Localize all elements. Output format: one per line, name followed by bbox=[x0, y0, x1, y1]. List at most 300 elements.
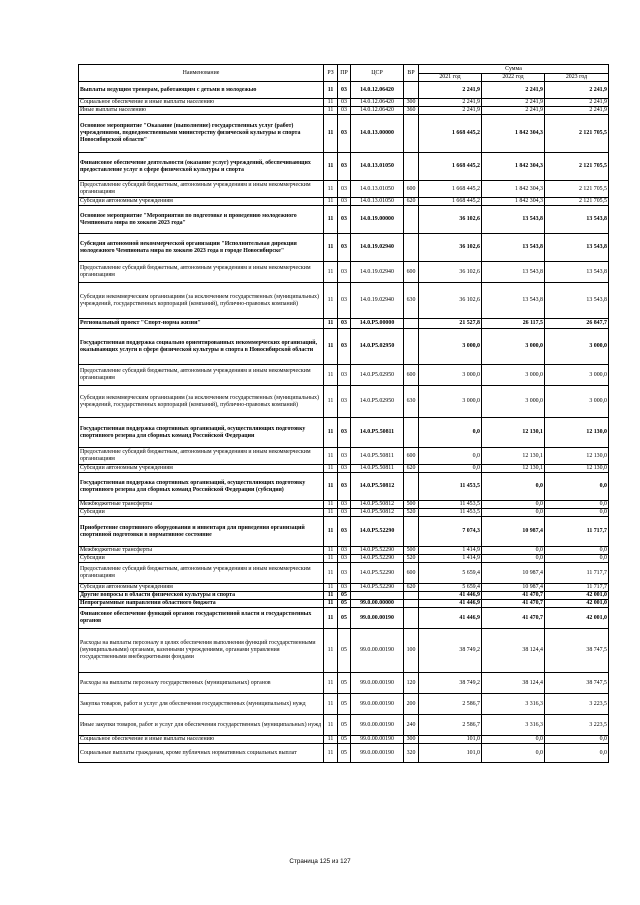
cell-csr: 14.0.P5.52290 bbox=[351, 563, 404, 584]
cell-vr: 240 bbox=[404, 715, 419, 736]
table-row bbox=[79, 386, 609, 418]
table-row bbox=[79, 547, 609, 555]
cell-name: Предоставление субсидий бюджетным, автономным учреждениям и иным некоммерческим организациям bbox=[79, 181, 324, 198]
cell-rz: 11 bbox=[324, 473, 338, 501]
cell-pr: 03 bbox=[338, 501, 351, 509]
cell-2022: 10 987,4 bbox=[482, 563, 545, 584]
cell-2022: 0,0 bbox=[482, 744, 545, 763]
cell-pr: 03 bbox=[338, 234, 351, 262]
cell-vr: 520 bbox=[404, 509, 419, 517]
cell-rz: 11 bbox=[324, 82, 338, 99]
cell-csr: 99.0.00.00190 bbox=[351, 715, 404, 736]
cell-csr: 14.0.P5.50811 bbox=[351, 418, 404, 448]
cell-2023: 2 121 705,5 bbox=[545, 115, 609, 153]
cell-2023: 2 241,9 bbox=[545, 107, 609, 115]
cell-2023: 2 241,9 bbox=[545, 82, 609, 99]
cell-2022: 13 543,8 bbox=[482, 283, 545, 319]
cell-vr bbox=[404, 319, 419, 329]
cell-2023: 11 717,7 bbox=[545, 584, 609, 592]
cell-name: Предоставление субсидий бюджетным, автономным учреждениям и иным некоммерческим организациям bbox=[79, 448, 324, 465]
cell-pr: 03 bbox=[338, 418, 351, 448]
cell-csr: 14.0.P5.52290 bbox=[351, 547, 404, 555]
cell-2022: 1 842 304,3 bbox=[482, 181, 545, 198]
cell-2023: 3 000,0 bbox=[545, 386, 609, 418]
cell-2021: 41 446,9 bbox=[419, 592, 482, 600]
cell-csr: 99.0.00.00000 bbox=[351, 600, 404, 608]
cell-rz: 11 bbox=[324, 608, 338, 629]
cell-2022: 0,0 bbox=[482, 473, 545, 501]
cell-csr: 14.0.P5.00000 bbox=[351, 319, 404, 329]
cell-csr: 14.0.P5.52290 bbox=[351, 555, 404, 563]
cell-name: Расходы на выплаты персоналу государственных (муниципальных) органов bbox=[79, 673, 324, 694]
cell-2023: 3 000,0 bbox=[545, 365, 609, 386]
cell-2023: 0,0 bbox=[545, 473, 609, 501]
cell-rz: 11 bbox=[324, 107, 338, 115]
cell-2023: 0,0 bbox=[545, 509, 609, 517]
cell-csr: 14.0.13.00000 bbox=[351, 115, 404, 153]
cell-csr: 14.0.P5.50811 bbox=[351, 448, 404, 465]
cell-rz: 11 bbox=[324, 563, 338, 584]
cell-2022: 13 543,8 bbox=[482, 234, 545, 262]
cell-pr: 03 bbox=[338, 547, 351, 555]
table-row bbox=[79, 600, 609, 608]
table-row bbox=[79, 107, 609, 115]
cell-2022: 41 470,7 bbox=[482, 600, 545, 608]
cell-csr: 14.0.P5.50812 bbox=[351, 473, 404, 501]
table-row bbox=[79, 744, 609, 763]
cell-2023: 11 717,7 bbox=[545, 563, 609, 584]
cell-pr: 05 bbox=[338, 600, 351, 608]
cell-csr: 14.0.19.02940 bbox=[351, 234, 404, 262]
cell-csr: 99.0.00.00190 bbox=[351, 673, 404, 694]
cell-2021: 41 446,9 bbox=[419, 600, 482, 608]
cell-vr: 600 bbox=[404, 365, 419, 386]
cell-pr: 03 bbox=[338, 153, 351, 181]
table-row bbox=[79, 115, 609, 153]
cell-vr bbox=[404, 206, 419, 234]
table-row bbox=[79, 563, 609, 584]
table-row bbox=[79, 206, 609, 234]
cell-name: Социальное обеспечение и иные выплаты населению bbox=[79, 736, 324, 744]
header-vr: ВР bbox=[404, 65, 419, 82]
cell-2022: 38 124,4 bbox=[482, 673, 545, 694]
cell-2022: 13 543,8 bbox=[482, 206, 545, 234]
cell-vr: 600 bbox=[404, 563, 419, 584]
cell-2022: 0,0 bbox=[482, 547, 545, 555]
table-row bbox=[79, 198, 609, 206]
cell-csr: 14.0.P5.50811 bbox=[351, 465, 404, 473]
cell-2021: 5 659,4 bbox=[419, 584, 482, 592]
cell-vr bbox=[404, 115, 419, 153]
cell-2022: 1 842 304,3 bbox=[482, 153, 545, 181]
cell-2021: 0,0 bbox=[419, 448, 482, 465]
cell-2022: 3 000,0 bbox=[482, 365, 545, 386]
cell-name: Межбюджетные трансферты bbox=[79, 547, 324, 555]
cell-2021: 36 102,6 bbox=[419, 262, 482, 283]
cell-vr bbox=[404, 608, 419, 629]
cell-name: Субсидии автономным учреждениям bbox=[79, 198, 324, 206]
budget-table-page bbox=[78, 64, 608, 763]
cell-2023: 38 747,5 bbox=[545, 629, 609, 673]
header-sum: Сумма bbox=[419, 65, 609, 74]
cell-vr bbox=[404, 592, 419, 600]
table-row bbox=[79, 608, 609, 629]
table-row bbox=[79, 234, 609, 262]
cell-vr: 200 bbox=[404, 694, 419, 715]
header-rz: РЗ bbox=[324, 65, 338, 82]
table-row bbox=[79, 473, 609, 501]
cell-2022: 10 987,4 bbox=[482, 584, 545, 592]
cell-csr: 14.0.12.06420 bbox=[351, 99, 404, 107]
cell-pr: 05 bbox=[338, 744, 351, 763]
cell-vr bbox=[404, 600, 419, 608]
cell-csr: 14.0.19.02940 bbox=[351, 262, 404, 283]
cell-name: Государственная поддержка социально ориентированных некоммерческих организаций, оказывающих услуги в сфере физической культуры и спорта в Новосибирской области bbox=[79, 329, 324, 365]
cell-name: Государственная поддержка спортивных организаций, осуществляющих подготовку спортивного резерва для сборных команд Российской Федерации (субсидия) bbox=[79, 473, 324, 501]
cell-name: Социальное обеспечение и иные выплаты населению bbox=[79, 99, 324, 107]
cell-pr: 03 bbox=[338, 206, 351, 234]
cell-2021: 1 414,9 bbox=[419, 555, 482, 563]
cell-name: Субсидии bbox=[79, 509, 324, 517]
table-row bbox=[79, 283, 609, 319]
cell-2022: 38 124,4 bbox=[482, 629, 545, 673]
cell-csr: 14.0.P5.52290 bbox=[351, 584, 404, 592]
table-row bbox=[79, 584, 609, 592]
cell-2022: 2 241,9 bbox=[482, 107, 545, 115]
cell-2023: 12 130,0 bbox=[545, 465, 609, 473]
cell-pr: 03 bbox=[338, 555, 351, 563]
cell-2021: 2 241,9 bbox=[419, 107, 482, 115]
cell-name: Предоставление субсидий бюджетным, автономным учреждениям и иным некоммерческим организациям bbox=[79, 262, 324, 283]
table-row bbox=[79, 448, 609, 465]
cell-pr: 03 bbox=[338, 584, 351, 592]
cell-2023: 42 001,0 bbox=[545, 608, 609, 629]
cell-rz: 11 bbox=[324, 262, 338, 283]
cell-vr: 300 bbox=[404, 99, 419, 107]
cell-2021: 2 241,9 bbox=[419, 82, 482, 99]
cell-rz: 11 bbox=[324, 386, 338, 418]
table-row bbox=[79, 694, 609, 715]
cell-csr: 14.0.13.01050 bbox=[351, 181, 404, 198]
table-row bbox=[79, 365, 609, 386]
cell-2021: 3 000,0 bbox=[419, 365, 482, 386]
cell-pr: 03 bbox=[338, 262, 351, 283]
cell-vr: 630 bbox=[404, 283, 419, 319]
cell-2022: 2 241,9 bbox=[482, 82, 545, 99]
cell-rz: 11 bbox=[324, 365, 338, 386]
cell-2021: 36 102,6 bbox=[419, 206, 482, 234]
cell-name: Другие вопросы в области физической культуры и спорта bbox=[79, 592, 324, 600]
cell-2021: 1 668 445,2 bbox=[419, 198, 482, 206]
page-number: Страница 125 из 127 bbox=[289, 858, 351, 865]
cell-csr: 14.0.13.01050 bbox=[351, 198, 404, 206]
cell-2021: 38 749,2 bbox=[419, 673, 482, 694]
cell-pr: 05 bbox=[338, 608, 351, 629]
cell-name: Финансовое обеспечение функций органов государственной власти и государственных органов bbox=[79, 608, 324, 629]
cell-pr: 03 bbox=[338, 198, 351, 206]
cell-vr: 620 bbox=[404, 465, 419, 473]
cell-pr: 03 bbox=[338, 107, 351, 115]
table-row bbox=[79, 99, 609, 107]
cell-2021: 3 000,0 bbox=[419, 329, 482, 365]
cell-2021: 7 074,3 bbox=[419, 517, 482, 547]
cell-rz: 11 bbox=[324, 600, 338, 608]
header-year-2022: 2022 год bbox=[482, 74, 545, 82]
cell-vr: 500 bbox=[404, 501, 419, 509]
cell-rz: 11 bbox=[324, 501, 338, 509]
table-row bbox=[79, 82, 609, 99]
cell-vr bbox=[404, 234, 419, 262]
cell-2022: 2 241,9 bbox=[482, 99, 545, 107]
cell-vr: 620 bbox=[404, 584, 419, 592]
cell-rz: 11 bbox=[324, 418, 338, 448]
cell-2022: 26 117,5 bbox=[482, 319, 545, 329]
cell-csr: 14.0.P5.02950 bbox=[351, 386, 404, 418]
cell-2022: 12 130,1 bbox=[482, 465, 545, 473]
cell-vr: 500 bbox=[404, 547, 419, 555]
cell-rz: 11 bbox=[324, 319, 338, 329]
cell-pr: 03 bbox=[338, 181, 351, 198]
cell-pr: 03 bbox=[338, 563, 351, 584]
cell-pr: 05 bbox=[338, 592, 351, 600]
cell-2023: 0,0 bbox=[545, 501, 609, 509]
table-row bbox=[79, 329, 609, 365]
cell-csr: 99.0.00.00190 bbox=[351, 629, 404, 673]
cell-2021: 0,0 bbox=[419, 465, 482, 473]
cell-pr: 03 bbox=[338, 115, 351, 153]
cell-csr: 14.0.13.01050 bbox=[351, 153, 404, 181]
cell-vr: 600 bbox=[404, 448, 419, 465]
cell-2021: 21 527,8 bbox=[419, 319, 482, 329]
cell-name: Субсидии bbox=[79, 555, 324, 563]
cell-rz: 11 bbox=[324, 283, 338, 319]
cell-pr: 03 bbox=[338, 517, 351, 547]
cell-name: Социальные выплаты гражданам, кроме публичных нормативных социальных выплат bbox=[79, 744, 324, 763]
cell-2023: 2 121 705,5 bbox=[545, 198, 609, 206]
cell-2021: 11 453,5 bbox=[419, 509, 482, 517]
cell-vr bbox=[404, 82, 419, 99]
cell-name: Выплаты ведущим тренерам, работающим с детьми в молодежью bbox=[79, 82, 324, 99]
cell-name: Основное мероприятие "Мероприятия по подготовке и проведению молодежного Чемпионата мира по хоккею 2023 года" bbox=[79, 206, 324, 234]
cell-name: Приобретение спортивного оборудования и инвентаря для приведения организаций спортивной подготовки в нормативное состояние bbox=[79, 517, 324, 547]
cell-rz: 11 bbox=[324, 547, 338, 555]
table-row bbox=[79, 673, 609, 694]
cell-csr: 14.0.P5.02950 bbox=[351, 365, 404, 386]
cell-pr: 05 bbox=[338, 629, 351, 673]
cell-2022: 3 000,0 bbox=[482, 386, 545, 418]
cell-2021: 101,0 bbox=[419, 736, 482, 744]
cell-2021: 11 453,5 bbox=[419, 501, 482, 509]
table-row bbox=[79, 592, 609, 600]
cell-rz: 11 bbox=[324, 744, 338, 763]
cell-2023: 3 223,5 bbox=[545, 694, 609, 715]
cell-2023: 0,0 bbox=[545, 547, 609, 555]
cell-vr: 360 bbox=[404, 107, 419, 115]
table-row bbox=[79, 181, 609, 198]
cell-pr: 05 bbox=[338, 694, 351, 715]
cell-2021: 2 241,9 bbox=[419, 99, 482, 107]
cell-2023: 12 130,0 bbox=[545, 448, 609, 465]
cell-2023: 3 000,0 bbox=[545, 329, 609, 365]
cell-rz: 11 bbox=[324, 234, 338, 262]
cell-2021: 1 668 445,2 bbox=[419, 181, 482, 198]
cell-name: Иные выплаты населению bbox=[79, 107, 324, 115]
cell-csr: 99.0.00.00190 bbox=[351, 736, 404, 744]
table-row bbox=[79, 509, 609, 517]
cell-2023: 38 747,5 bbox=[545, 673, 609, 694]
cell-name: Иные закупки товаров, работ и услуг для обеспечения государственных (муниципальных) нужд bbox=[79, 715, 324, 736]
cell-2022: 1 842 304,3 bbox=[482, 198, 545, 206]
cell-2022: 41 470,7 bbox=[482, 608, 545, 629]
cell-name: Межбюджетные трансферты bbox=[79, 501, 324, 509]
cell-rz: 11 bbox=[324, 715, 338, 736]
cell-2023: 0,0 bbox=[545, 555, 609, 563]
cell-2021: 11 453,5 bbox=[419, 473, 482, 501]
cell-2023: 2 241,9 bbox=[545, 99, 609, 107]
cell-2021: 1 414,9 bbox=[419, 547, 482, 555]
cell-csr: 99.0.00.00190 bbox=[351, 694, 404, 715]
cell-name: Субсидии некоммерческим организациям (за исключением государственных (муниципальных) учреждений, государственных корпораций (компаний), публично-правовых компаний) bbox=[79, 386, 324, 418]
cell-rz: 11 bbox=[324, 555, 338, 563]
cell-name: Субсидии автономным учреждениям bbox=[79, 584, 324, 592]
table-row bbox=[79, 262, 609, 283]
cell-2021: 36 102,6 bbox=[419, 234, 482, 262]
cell-pr: 03 bbox=[338, 509, 351, 517]
cell-2022: 3 316,3 bbox=[482, 715, 545, 736]
cell-rz: 11 bbox=[324, 181, 338, 198]
cell-2021: 1 668 445,2 bbox=[419, 115, 482, 153]
cell-rz: 11 bbox=[324, 629, 338, 673]
cell-vr bbox=[404, 517, 419, 547]
cell-name: Финансовое обеспечение деятельности (оказание услуг) учреждений, обеспечивающих предоставление услуг в сфере физической культуры и спорта bbox=[79, 153, 324, 181]
cell-2023: 13 543,8 bbox=[545, 206, 609, 234]
cell-2021: 36 102,6 bbox=[419, 283, 482, 319]
header-pr: ПР bbox=[338, 65, 351, 82]
cell-vr: 600 bbox=[404, 181, 419, 198]
cell-2022: 10 987,4 bbox=[482, 517, 545, 547]
cell-csr: 14.0.P5.52290 bbox=[351, 517, 404, 547]
cell-csr: 99.0.00.00190 bbox=[351, 608, 404, 629]
cell-2021: 2 586,7 bbox=[419, 715, 482, 736]
cell-csr: 14.0.P5.50812 bbox=[351, 509, 404, 517]
cell-pr: 05 bbox=[338, 736, 351, 744]
cell-rz: 11 bbox=[324, 153, 338, 181]
cell-2023: 13 543,8 bbox=[545, 234, 609, 262]
cell-2022: 41 470,7 bbox=[482, 592, 545, 600]
table-row bbox=[79, 465, 609, 473]
cell-2022: 0,0 bbox=[482, 509, 545, 517]
cell-2023: 2 121 705,5 bbox=[545, 181, 609, 198]
cell-vr: 630 bbox=[404, 386, 419, 418]
cell-vr: 520 bbox=[404, 555, 419, 563]
cell-2021: 101,0 bbox=[419, 744, 482, 763]
cell-rz: 11 bbox=[324, 517, 338, 547]
cell-csr: 14.0.P5.50812 bbox=[351, 501, 404, 509]
cell-rz: 11 bbox=[324, 465, 338, 473]
cell-vr: 600 bbox=[404, 262, 419, 283]
cell-vr: 300 bbox=[404, 736, 419, 744]
cell-2022: 13 543,8 bbox=[482, 262, 545, 283]
cell-rz: 11 bbox=[324, 99, 338, 107]
cell-rz: 11 bbox=[324, 673, 338, 694]
cell-2022: 12 130,1 bbox=[482, 418, 545, 448]
cell-pr: 03 bbox=[338, 82, 351, 99]
cell-2021: 0,0 bbox=[419, 418, 482, 448]
cell-name: Основное мероприятие "Оказание (выполнение) государственных услуг (работ) учреждениями, подведомственными министерству физической культуры и спорта Новосибирской области" bbox=[79, 115, 324, 153]
cell-name: Государственная поддержка спортивных организаций, осуществляющих подготовку спортивного резерва для сборных команд Российской Федерации bbox=[79, 418, 324, 448]
table-row bbox=[79, 715, 609, 736]
cell-name: Субсидии некоммерческим организациям (за исключением государственных (муниципальных) учреждений, государственных корпораций (компаний), публично-правовых компаний) bbox=[79, 283, 324, 319]
cell-rz: 11 bbox=[324, 115, 338, 153]
cell-pr: 03 bbox=[338, 448, 351, 465]
cell-csr: 14.0.12.06420 bbox=[351, 107, 404, 115]
cell-2023: 42 001,0 bbox=[545, 592, 609, 600]
cell-2022: 3 000,0 bbox=[482, 329, 545, 365]
cell-pr: 03 bbox=[338, 283, 351, 319]
cell-vr bbox=[404, 418, 419, 448]
cell-2021: 3 000,0 bbox=[419, 386, 482, 418]
header-year-2023: 2023 год bbox=[545, 74, 609, 82]
cell-vr bbox=[404, 329, 419, 365]
cell-pr: 03 bbox=[338, 386, 351, 418]
cell-name: Непрограммные направления областного бюджета bbox=[79, 600, 324, 608]
header-year-2021: 2021 год bbox=[419, 74, 482, 82]
cell-2021: 1 668 445,2 bbox=[419, 153, 482, 181]
cell-vr: 100 bbox=[404, 629, 419, 673]
cell-vr bbox=[404, 473, 419, 501]
cell-2021: 5 659,4 bbox=[419, 563, 482, 584]
cell-2023: 13 543,8 bbox=[545, 283, 609, 319]
cell-rz: 11 bbox=[324, 329, 338, 365]
cell-vr: 620 bbox=[404, 198, 419, 206]
cell-2023: 13 543,8 bbox=[545, 262, 609, 283]
cell-name: Субсидия автономной некоммерческой организации "Исполнительная дирекция молодежного Чемпионата мира по хоккею 2023 года в городе Новосибирске" bbox=[79, 234, 324, 262]
header-csr: ЦСР bbox=[351, 65, 404, 82]
cell-2023: 26 847,7 bbox=[545, 319, 609, 329]
cell-2021: 41 446,9 bbox=[419, 608, 482, 629]
cell-2022: 0,0 bbox=[482, 555, 545, 563]
cell-rz: 11 bbox=[324, 198, 338, 206]
cell-pr: 05 bbox=[338, 673, 351, 694]
cell-pr: 03 bbox=[338, 365, 351, 386]
cell-2023: 3 223,5 bbox=[545, 715, 609, 736]
cell-pr: 03 bbox=[338, 99, 351, 107]
table-row bbox=[79, 517, 609, 547]
cell-rz: 11 bbox=[324, 694, 338, 715]
cell-vr bbox=[404, 153, 419, 181]
cell-pr: 03 bbox=[338, 465, 351, 473]
cell-name: Предоставление субсидий бюджетным, автономным учреждениям и иным некоммерческим организациям bbox=[79, 563, 324, 584]
cell-2022: 0,0 bbox=[482, 736, 545, 744]
cell-2022: 3 316,3 bbox=[482, 694, 545, 715]
cell-rz: 11 bbox=[324, 736, 338, 744]
table-row bbox=[79, 501, 609, 509]
budget-table bbox=[78, 64, 609, 763]
cell-vr: 320 bbox=[404, 744, 419, 763]
table-row bbox=[79, 418, 609, 448]
cell-pr: 03 bbox=[338, 319, 351, 329]
cell-2023: 2 121 705,5 bbox=[545, 153, 609, 181]
cell-2023: 12 130,0 bbox=[545, 418, 609, 448]
cell-rz: 11 bbox=[324, 448, 338, 465]
cell-2023: 42 001,0 bbox=[545, 600, 609, 608]
table-row bbox=[79, 153, 609, 181]
cell-csr: 14.0.12.06420 bbox=[351, 82, 404, 99]
cell-name: Закупка товаров, работ и услуг для обеспечения государственных (муниципальных) нужд bbox=[79, 694, 324, 715]
cell-rz: 11 bbox=[324, 592, 338, 600]
cell-pr: 03 bbox=[338, 329, 351, 365]
header-name: Наименование bbox=[79, 65, 324, 82]
